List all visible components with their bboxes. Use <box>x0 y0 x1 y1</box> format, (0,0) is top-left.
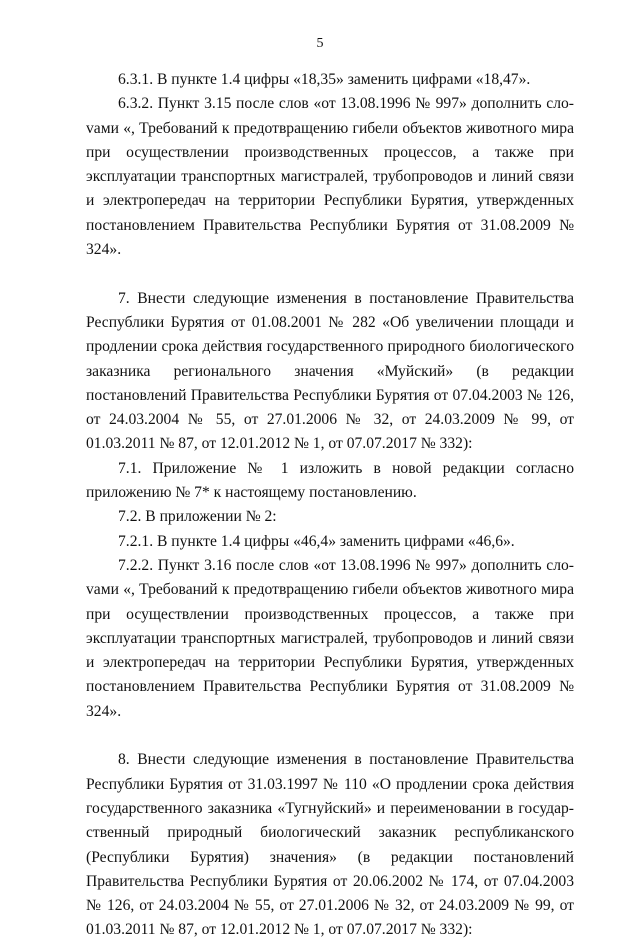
paragraph-6-3-2: 6.3.2. Пункт 3.15 после слов «от 13.08.1996 № 997» дополнить слоvами «, Требований к предотвращению гибели объектов животного мира при осуществлении производственных процессов, а также при эксплуатации транспортных магистралей, трубопроводов и линий связи и электропередач на территории Республики Бурятия, утвержденных постановлением Правительства Республики Бурятия от 31.08.2009 № 324». <box>86 95 574 259</box>
paragraph-7-2: 7.2. В приложении № 2: <box>118 508 277 526</box>
paragraph-7-2-2: 7.2.2. Пункт 3.16 после слов «от 13.08.1996 № 997» дополнить слоvами «, Требований к предотвращению гибели объектов животного мира при осуществлении производственных процессов, а также при эксплуатации транспортных магистралей, трубопроводов и линий связи и электропередач на территории Республики Бурятия, утвержденных постановлением Правительства Республики Бурятия от 31.08.2009 № 324». <box>86 556 574 720</box>
paragraph-7-2-1: 7.2.1. В пункте 1.4 цифры «46,4» заменить цифрами «46,6». <box>118 532 515 550</box>
paragraph-7: 7. Внести следующие изменения в постановление Правительства Республики Бурятия от 01.08.2001 № 282 «Об увеличении площади и продлении срока действия государственного природного биологического заказника регионального значения «Муйский» (в редакции постановлений Правительства Республики Бурятия от 07.04.2003 № 126, от 24.03.2004 № 55, от 27.01.2006 № 32, от 24.03.2009 № 99, от 01.03.2011 № 87, от 12.01.2012 № 1, от 07.07.2017 № 332): <box>86 289 574 453</box>
paragraph-7-1: 7.1. Приложение № 1 изложить в новой редакции согласно приложению № 7* к настоящему постановлению. <box>86 459 574 502</box>
page-number: 5 <box>316 36 324 51</box>
paragraph-6-3-1: 6.3.1. В пункте 1.4 цифры «18,35» заменить цифрами «18,47». <box>118 71 531 88</box>
document-body <box>86 68 574 943</box>
paragraph-8: 8. Внести следующие изменения в постановление Правительства Республики Бурятия от 31.03.1997 № 110 «О продлении срока действия государственного заказника «Тугнуйский» и переименовании в государственный природный биологический заказник республиканского (Республики Бурятия) значения» (в редакции постановлений Правительства Республики Бурятия от 20.06.2002 № 174, от 07.04.2003 № 126, от 24.03.2004 № 55, от 27.01.2006 № 32, от 24.03.2009 № 99, от 01.03.2011 № 87, от 12.01.2012 № 1, от 07.07.2017 № 332): <box>86 751 574 939</box>
